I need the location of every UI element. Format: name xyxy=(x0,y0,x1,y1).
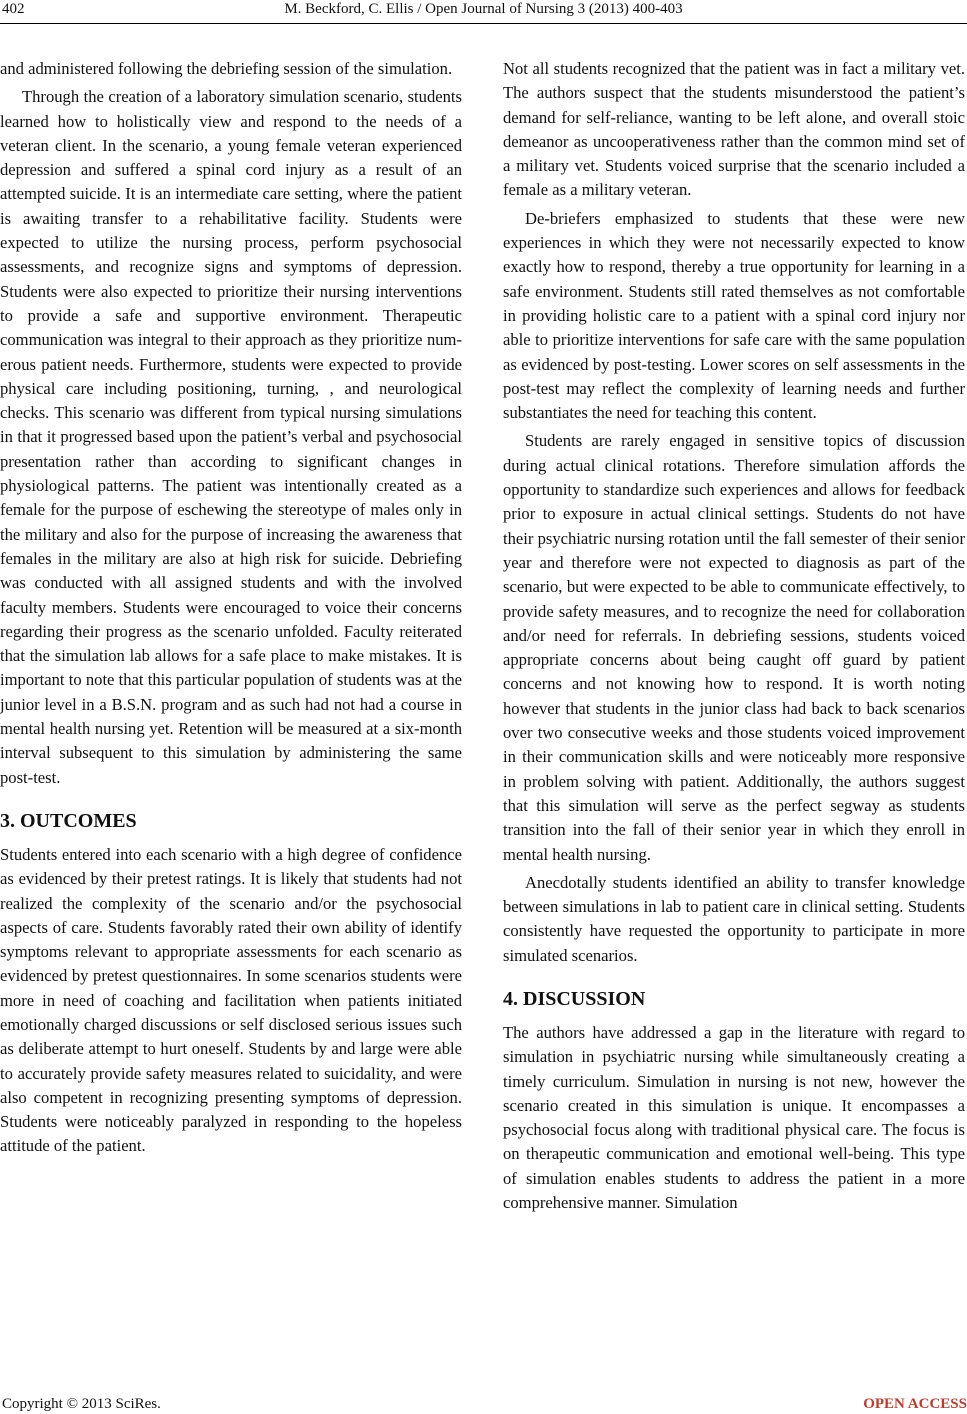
page-number: 402 xyxy=(2,1,25,17)
right-column xyxy=(503,57,965,1215)
left-column xyxy=(0,57,462,1159)
running-head: M. Beckford, C. Ellis / Open Journal of Nursing 3 (2013) 400-403 xyxy=(284,1,683,17)
header-rule xyxy=(0,23,967,24)
page-header xyxy=(0,0,967,22)
paragraph: Through the creation of a laboratory simulation scenario, students learned how to holistically view and respond to the needs of a veteran client. In the scenario, a young female veteran experienced depression and suffered a spinal cord injury as a result of an attempted suicide. It is an intermediate care setting, where the patient is awaiting transfer to a rehabilitative facility. Students were expected to utilize the nursing process, perform psychosocial assessments, and recognize signs and symptoms of depression. Students were also expected to prioritize their nursing interventions to provide a safe and supportive environment. Therapeutic communication was integral to their approach as they prioritize numerous patient needs. Furthermore, students were expected to provide physical care including positioning, turning, , and neurological checks. This scenario was different from typical nursing simulations in that it progressed based upon the patient’s verbal and psychosocial presentation rather than according to significant changes in physiological patterns. The patient was intentionally created as a female for the purpose of eschewing the stereotype of males only in the military and also for the purpose of increasing the awareness that females in the military are also at high risk for suicide. Debriefing was conducted with all assigned students and with the involved faculty members. Students were encouraged to voice their concerns regarding their progress as the scenario unfolded. Faculty reiterated that the simulation lab allows for a safe place to make mistakes. It is important to note that this particular population of students was at the junior level in a B.S.N. program and as such had not had a course in mental health nursing yet. Retention will be measured at a six-month interval subsequent to this simulation by administering the same post-test. xyxy=(0,87,462,787)
open-access-label: OPEN ACCESS xyxy=(863,1396,967,1412)
paragraph: Anecdotally students identified an ability to transfer knowledge between simulations in lab to patient care in clinical setting. Students consistently have requested the opportunity to participate in more simulated scenarios. xyxy=(503,872,965,965)
paragraph: Not all students recognized that the patient was in fact a military vet. The authors suspect that the students misunderstood the patient’s demand for self-reliance, wanting to be left alone, and overall stoic demeanor as uncooperativeness rather than the common mind set of a military vet. Students voiced surprise that the scenario included a female as a military veteran. xyxy=(503,59,965,200)
paragraph: The authors have addressed a gap in the literature with regard to simulation in psychiatric nursing while simultaneously creating a timely curriculum. Simulation in nursing is not new, however the scenario created in this simulation is unique. It encompasses a psychosocial focus along with traditional physical care. The focus is on therapeutic communication and emotional well-being. This type of simulation enables students to address the patient in a more comprehensive manner. Simulation xyxy=(503,1022,965,1213)
paragraph: De-briefers emphasized to students that these were new experiences in which they were not necessarily expected to know exactly how to respond, thereby a true opportunity for learning in a safe environment. Students still rated themselves as not comfortable in providing holistic care to a patient with a spinal cord injury nor able to prioritize interventions for safe care with the same population as evidenced by post-testing. Lower scores on self assessments in the post-test may reflect the complexity of learning needs and further substantiates the need for teaching this content. xyxy=(503,208,965,423)
paragraph: and administered following the debriefing session of the simulation. xyxy=(0,59,453,78)
section-heading-discussion: 4. DISCUSSION xyxy=(503,987,646,1010)
paragraph: Students entered into each scenario with a high degree of confidence as evidenced by their pretest ratings. It is likely that students had not realized the complexity of the scenario and/or the psychosocial aspects of care. Students favorably rated their own ability of identify symptoms relevant to appropriate assessments for each scenario as evidenced by pretest questionnaires. In some scenarios students were more in need of coaching and facilitation when patients initiated emotionally charged discussions or self disclosed serious issues such as deliberate attempt to hurt oneself. Students by and large were able to accurately provide safety measures related to suicidality, and were also competent in recognizing presenting symptoms of depression. Students were noticeably paralyzed in responding to the hopeless attitude of the patient. xyxy=(0,844,462,1156)
section-heading-outcomes: 3. OUTCOMES xyxy=(0,809,137,832)
paragraph: Students are rarely engaged in sensitive topics of discussion during actual clinical rotations. Therefore simulation affords the opportunity to standardize such experiences and allows for feedback prior to exposure in actual clinical settings. Students do not have their psychiatric nursing rotation until the fall semester of their senior year and therefore were not expected to diagnosis as part of the scenario, but were expected to be able to communicate effectively, to provide safety measures, and to recognize the need for collaboration and/or need for referrals. In debriefing sessions, students voiced appropriate concerns about being caught off guard by patient concerns and not knowing how to respond. It is worth noting however that students in the junior class had back to back scenarios over two consecutive weeks and those students voiced improvement in their communication skills and were noticeably more responsive in problem solving with patient. Additionally, the authors suggest that this simulation will serve as the perfect segway as students transition into the fall of their senior year in which they enroll in mental health nursing. xyxy=(503,431,965,864)
copyright-notice: Copyright © 2013 SciRes. xyxy=(2,1396,161,1412)
